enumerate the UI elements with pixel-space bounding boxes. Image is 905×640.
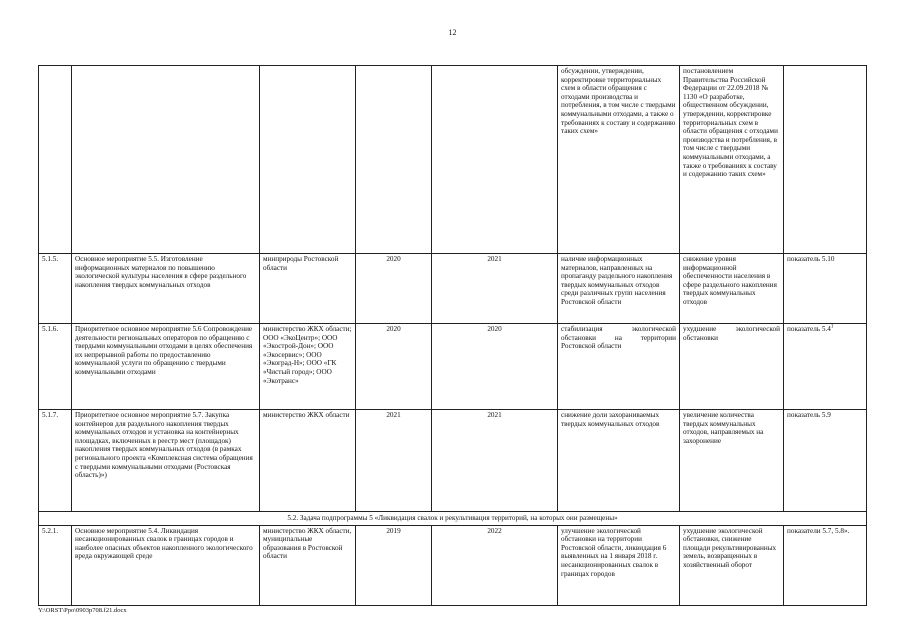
cell-end: 2021 <box>432 254 558 324</box>
cell-result: улучшение экологической обстановки на территории Ростовской области, ликвидация 6 выявленных на 1 января 2018 г. несанкционированных свалок в границах городов <box>558 525 680 605</box>
table-row <box>39 324 867 410</box>
page-number: 12 <box>448 28 457 37</box>
indicator-footnote-mark: 1 <box>830 324 834 330</box>
cell-result: стабилизация экологической обстановки на территории Ростовской области <box>558 324 680 410</box>
cell-name <box>72 66 260 254</box>
cell-consequence: ухудшение экологической обстановки, снижение площади рекультивированных земель, возвращенных в хозяйственный оборот <box>680 525 784 605</box>
cell-name: Приоритетное основное мероприятие 5.7. Закупка контейнеров для раздельного накопления твердых коммунальных отходов и установка на контейнерных площадках, включенных в реестр мест (площадок) накопления твердых коммунальных отходов (в рамках регионального проекта «Комплексная система обращения с твердыми коммунальными отходами (Ростовская область)») <box>72 410 260 512</box>
cell-num: 5.2.1. <box>39 525 72 605</box>
cell-name: Основное мероприятие 5.4. Ликвидация несанкционированных свалок в границах городов и наиболее опасных объектов накопленного экологического вреда окружающей среде <box>72 525 260 605</box>
cell-start: 2021 <box>356 410 432 512</box>
cell-executor <box>260 66 356 254</box>
cell-consequence: постановлением Правительства Российской Федерации от 22.09.2018 № 1130 «О разработке, общественном обсуждении, утверждении, корректировке территориальных схем в области обращения с отходами производства и потребления, в том числе с твердыми коммунальными отходами, а также о требованиях к составу и содержанию таких схем» <box>680 66 784 254</box>
table-row <box>39 254 867 324</box>
cell-end: 2020 <box>432 324 558 410</box>
cell-start: 2020 <box>356 254 432 324</box>
cell-num <box>39 66 72 254</box>
cell-name: Приоритетное основное мероприятие 5.6 Сопровождение деятельности региональных операторов по обращению с твердыми коммунальными отходами в целях обеспечения их непрерывной работы по предоставлению коммунальной услуги по обращению с твердыми коммунальными отходами <box>72 324 260 410</box>
cell-num: 5.1.5. <box>39 254 72 324</box>
cell-indicator <box>784 66 867 254</box>
cell-executor: минприроды Ростовской области <box>260 254 356 324</box>
file-path-footer: Y:\ORST\Ppo\0903p708.f21.docx <box>38 607 127 614</box>
cell-indicator: показатели 5.7, 5.8». <box>784 525 867 605</box>
cell-result: наличие информационных материалов, направленных на пропаганду раздельного накопления твердых коммунальных отходов среди различных групп населения Ростовской области <box>558 254 680 324</box>
cell-num: 5.1.6. <box>39 324 72 410</box>
cell-consequence: ухудшение экологической обстановки <box>680 324 784 410</box>
section-header: 5.2. Задача подпрограммы 5 «Ликвидация свалок и рекультивация территорий, на которых они размещены» <box>39 512 867 526</box>
cell-indicator <box>784 324 867 410</box>
cell-end: 2021 <box>432 410 558 512</box>
cell-start: 2020 <box>356 324 432 410</box>
cell-consequence: снижение уровня информационной обеспеченности населения в сфере раздельного накопления твердых коммунальных отходов <box>680 254 784 324</box>
cell-start <box>356 66 432 254</box>
indicator-text: показатель 5.4 <box>787 325 831 333</box>
table-row <box>39 525 867 605</box>
cell-executor: министерство ЖКХ области, муниципальные образования в Ростовской области <box>260 525 356 605</box>
table-row <box>39 66 867 254</box>
cell-indicator: показатель 5.10 <box>784 254 867 324</box>
cell-start: 2019 <box>356 525 432 605</box>
program-table <box>38 65 867 606</box>
cell-indicator: показатель 5.9 <box>784 410 867 512</box>
cell-executor: министерство ЖКХ области <box>260 410 356 512</box>
cell-end <box>432 66 558 254</box>
cell-end: 2022 <box>432 525 558 605</box>
cell-executor: министерство ЖКХ области; ООО «ЭкоЦентр»; ООО «Экострой-Дон»; ООО «Экосервис»; ООО «Экоград-Н»; ООО «ГК «Чистый город»; ООО «Экотранс» <box>260 324 356 410</box>
cell-consequence: увеличение количества твердых коммунальных отходов, направляемых на захоронение <box>680 410 784 512</box>
cell-result: снижение доли захораниваемых твердых коммунальных отходов <box>558 410 680 512</box>
section-header-row <box>39 512 867 526</box>
table-row <box>39 410 867 512</box>
cell-num: 5.1.7. <box>39 410 72 512</box>
cell-result: обсуждении, утверждении, корректировке территориальных схем в области обращения с отходами производства и потребления, в том числе с твердыми коммунальными отходами, а также о требованиях к составу и содержанию таких схем» <box>558 66 680 254</box>
cell-name: Основное мероприятие 5.5. Изготовление информационных материалов по повышению экологической культуры населения в сфере раздельного накопления твердых коммунальных отходов <box>72 254 260 324</box>
